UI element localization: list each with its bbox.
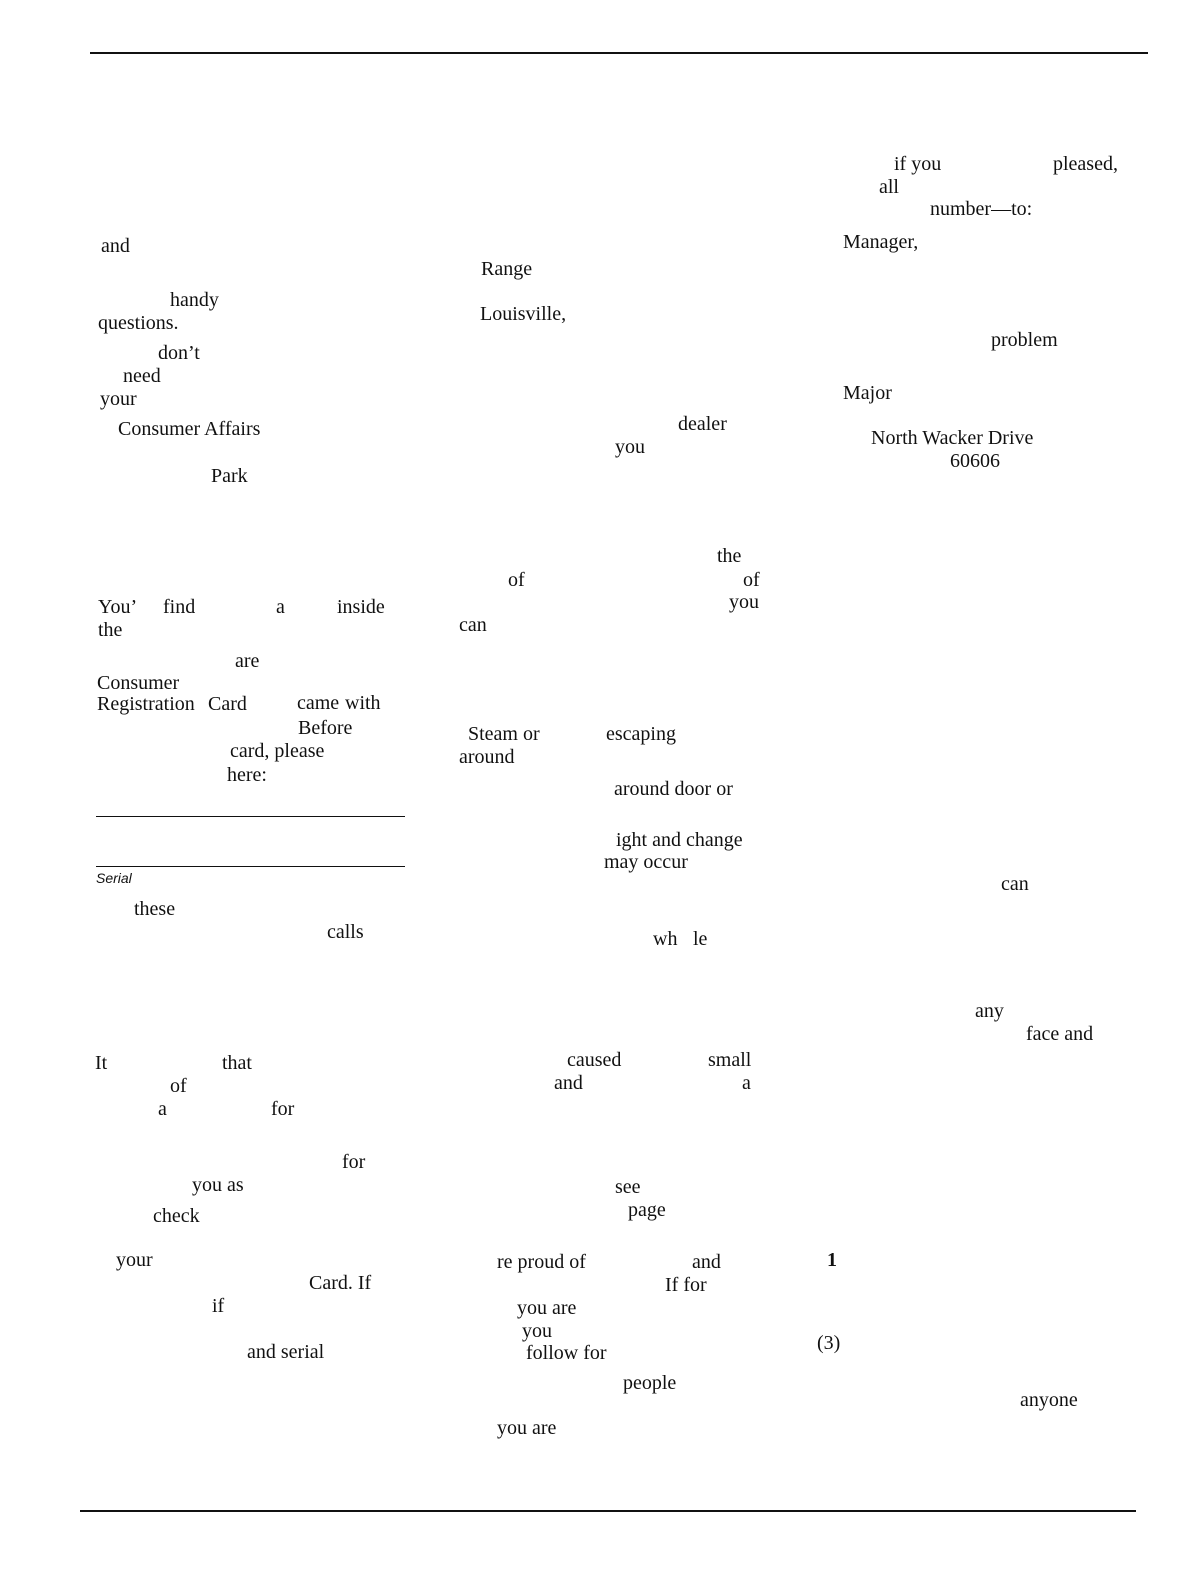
word: you xyxy=(522,1320,552,1342)
word: if xyxy=(212,1295,225,1317)
word: may occur xyxy=(604,851,688,873)
word: and xyxy=(101,235,130,257)
word: for xyxy=(342,1151,366,1173)
word: Steam or xyxy=(468,723,540,745)
word: all xyxy=(879,176,899,198)
word: pleased, xyxy=(1053,153,1118,175)
word: Consumer xyxy=(97,672,180,694)
word: around xyxy=(459,746,515,768)
model-number-blank xyxy=(96,816,405,817)
bottom-rule xyxy=(80,1510,1136,1512)
serial-number-blank xyxy=(96,866,405,867)
word: you xyxy=(615,436,645,458)
word: anyone xyxy=(1020,1389,1078,1411)
word: of xyxy=(743,569,760,591)
word: you xyxy=(729,591,759,613)
word: handy xyxy=(170,289,219,311)
word: Major xyxy=(843,382,892,404)
word: Before xyxy=(298,717,353,739)
word: small xyxy=(708,1049,752,1071)
word: Park xyxy=(211,465,248,487)
word: with xyxy=(345,692,381,714)
word: check xyxy=(153,1205,200,1227)
word: here: xyxy=(227,764,267,786)
word: see xyxy=(615,1176,641,1198)
word: Registration xyxy=(97,693,195,715)
word: for xyxy=(271,1098,295,1120)
word: your xyxy=(116,1249,153,1271)
word: card, please xyxy=(230,740,325,762)
word: page xyxy=(628,1199,666,1221)
word: these xyxy=(134,898,176,920)
word: dealer xyxy=(678,413,727,435)
word: face and xyxy=(1026,1023,1094,1045)
word: if you xyxy=(894,153,942,175)
word: the xyxy=(98,619,123,641)
word: you are xyxy=(517,1297,577,1319)
word: a xyxy=(276,596,285,618)
word: You’ xyxy=(98,596,138,618)
word: Range xyxy=(481,258,533,280)
word: wh xyxy=(653,928,678,950)
word: and serial xyxy=(247,1341,325,1363)
word: 1 xyxy=(827,1249,837,1271)
word: can xyxy=(1001,873,1029,895)
word: Manager, xyxy=(843,231,919,253)
word: inside xyxy=(337,596,385,618)
top-rule xyxy=(90,52,1148,54)
word: that xyxy=(222,1052,252,1074)
word: are xyxy=(235,650,260,672)
word: came xyxy=(297,692,340,714)
word: North Wacker Drive xyxy=(871,427,1034,449)
word: of xyxy=(508,569,525,591)
word: a xyxy=(742,1072,751,1094)
word: need xyxy=(123,365,161,387)
word: calls xyxy=(327,921,364,943)
word: and xyxy=(692,1251,721,1273)
word: It xyxy=(95,1052,108,1074)
word: follow for xyxy=(526,1342,607,1364)
word: of xyxy=(170,1075,187,1097)
word: re proud of xyxy=(497,1251,586,1273)
word: Card. If xyxy=(309,1272,372,1294)
word: don’t xyxy=(158,342,200,364)
word: Consumer Affairs xyxy=(118,418,261,440)
word: the xyxy=(717,545,742,567)
word: problem xyxy=(991,329,1058,351)
word: can xyxy=(459,614,487,636)
word: questions. xyxy=(98,312,179,334)
word: If for xyxy=(665,1274,707,1296)
word: 60606 xyxy=(950,450,1000,472)
word: le xyxy=(693,928,708,950)
word: Louisville, xyxy=(480,303,567,325)
serial-label: Serial xyxy=(96,870,132,886)
word: around door or xyxy=(614,778,733,800)
word: Card xyxy=(208,693,247,715)
word: any xyxy=(975,1000,1004,1022)
word: ight and change xyxy=(616,829,743,851)
word: your xyxy=(100,388,137,410)
word: and xyxy=(554,1072,583,1094)
word: a xyxy=(158,1098,167,1120)
word: you are xyxy=(497,1417,557,1439)
word: caused xyxy=(567,1049,622,1071)
word: people xyxy=(623,1372,677,1394)
word: escaping xyxy=(606,723,676,745)
word: (3) xyxy=(817,1332,841,1354)
word: find xyxy=(163,596,196,618)
word: you as xyxy=(192,1174,244,1196)
word: number—to: xyxy=(930,198,1033,220)
